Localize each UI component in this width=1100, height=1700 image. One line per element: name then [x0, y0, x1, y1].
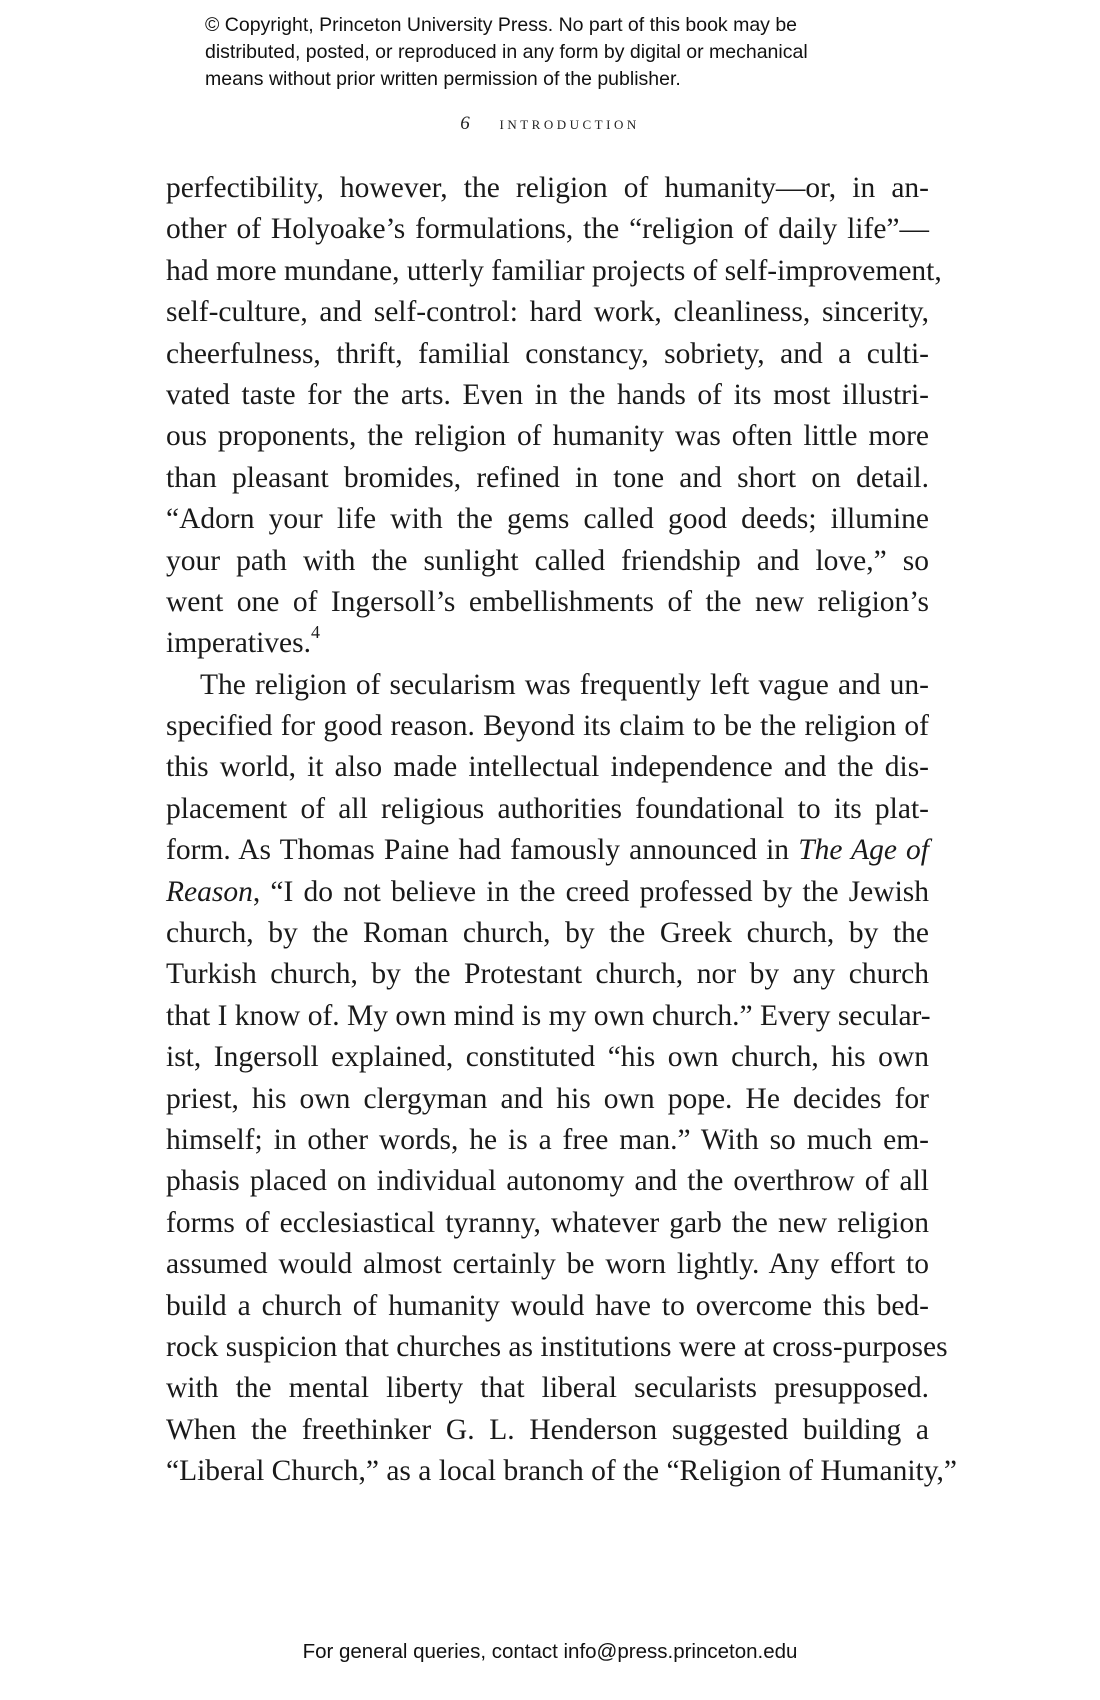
text-line: church, by the Roman church, by the Greek church, by the: [166, 917, 929, 950]
text-line: vated taste for the arts. Even in the hands of its most illustri-: [166, 378, 929, 411]
text-fragment: imperatives.: [166, 627, 311, 660]
text-line: When the freethinker G. L. Henderson suggested building a: [166, 1413, 929, 1446]
book-title: The Age of: [798, 834, 930, 867]
section-title: introduction: [499, 113, 640, 134]
copyright-line: distributed, posted, or reproduced in any form by digital or mechanical: [205, 41, 808, 63]
text-line: your path with the sunlight called friendship and love,” so: [166, 544, 929, 577]
text-line: had more mundane, utterly familiar projects of self-improvement,: [166, 254, 942, 287]
text-line: ist, Ingersoll explained, constituted “his own church, his own: [166, 1041, 929, 1074]
text-line: Turkish church, by the Protestant church, nor by any church: [166, 958, 929, 991]
contact-footer: For general queries, contact info@press.princeton.edu: [302, 1640, 798, 1663]
page-number: 6: [460, 113, 470, 134]
text-line: that I know of. My own mind is my own church.” Every secular-: [166, 999, 931, 1032]
text-line: priest, his own clergyman and his own pope. He decides for: [166, 1082, 929, 1115]
running-head: [0, 113, 1100, 135]
text-line: “Adorn your life with the gems called good deeds; illumine: [166, 503, 929, 536]
text-line: ous proponents, the religion of humanity was often little more: [166, 420, 929, 453]
text-line: assumed would almost certainly be worn lightly. Any effort to: [166, 1248, 929, 1281]
book-title: Reason: [166, 875, 253, 908]
text-line: rock suspicion that churches as institutions were at cross-purposes: [166, 1330, 948, 1363]
text-line: [166, 872, 929, 913]
text-line: [166, 623, 929, 664]
text-line: forms of ecclesiastical tyranny, whatever garb the new religion: [166, 1206, 929, 1239]
paragraph-1: [166, 168, 942, 665]
copyright-notice: [205, 12, 925, 93]
text-line: specified for good reason. Beyond its claim to be the religion of: [166, 710, 929, 743]
text-line: perfectibility, however, the religion of humanity—or, in an-: [166, 172, 929, 204]
text-fragment: , “I do not believe in the creed professed by the Jewish: [252, 875, 929, 908]
copyright-line: © Copyright, Princeton University Press. No part of this book may be: [205, 14, 798, 36]
footnote-reference[interactable]: 4: [311, 622, 320, 643]
text-line: himself; in other words, he is a free man.” With so much em-: [166, 1123, 929, 1156]
paragraph-2: [166, 665, 958, 1493]
text-line: placement of all religious authorities foundational to its plat-: [166, 792, 929, 825]
copyright-line: means without prior written permission of the publisher.: [205, 68, 681, 90]
text-line: went one of Ingersoll’s embellishments of the new religion’s: [166, 585, 929, 618]
text-line: build a church of humanity would have to overcome this bed-: [166, 1289, 929, 1322]
text-line: [166, 830, 929, 871]
text-line: other of Holyoake’s formulations, the “religion of daily life”—: [166, 213, 929, 246]
text-line: than pleasant bromides, refined in tone and short on detail.: [166, 461, 929, 494]
text-line: with the mental liberty that liberal secularists presupposed.: [166, 1372, 929, 1405]
text-line: this world, it also made intellectual independence and the dis-: [166, 751, 929, 784]
text-line: cheerfulness, thrift, familial constancy, sobriety, and a culti-: [166, 337, 929, 370]
text-line: phasis placed on individual autonomy and the overthrow of all: [166, 1165, 929, 1198]
text-line: “Liberal Church,” as a local branch of the “Religion of Humanity,”: [166, 1455, 958, 1488]
text-line: The religion of secularism was frequently left vague and un-: [200, 668, 929, 701]
body-text: [166, 168, 958, 1493]
text-line: self-culture, and self-control: hard work, cleanliness, sincerity,: [166, 296, 929, 329]
text-fragment: form. As Thomas Paine had famously announced in: [166, 834, 799, 867]
